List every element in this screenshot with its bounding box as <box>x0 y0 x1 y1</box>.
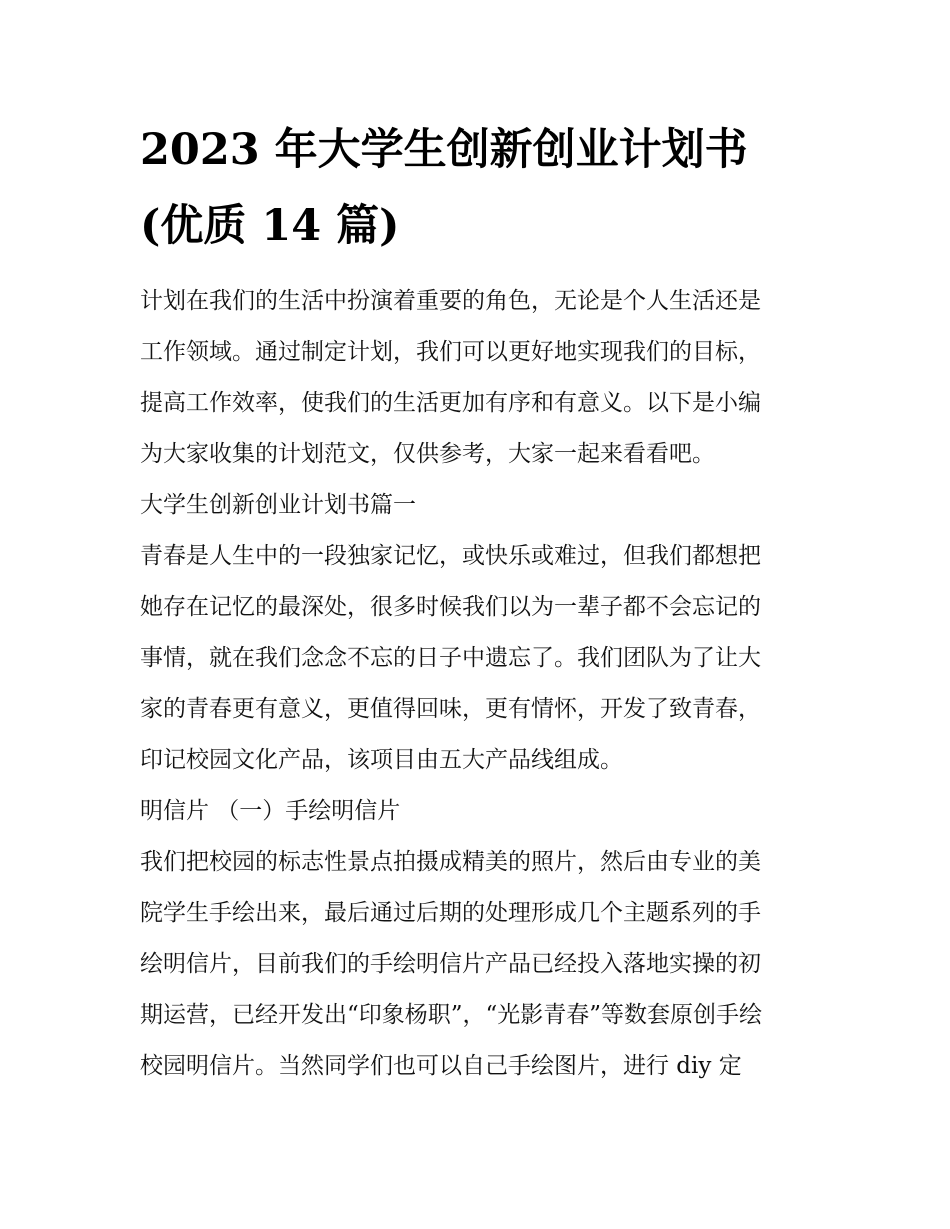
paragraph-line: 校园明信片。当然同学们也可以自己手绘图片，进行 diy 定 <box>140 1053 742 1079</box>
paragraph-line: 院学生手绘出来，最后通过后期的处理形成几个主题系列的手 <box>140 900 761 926</box>
paragraph-1 <box>140 531 830 786</box>
paragraph-line: 期运营，已经开发出“印象杨职”，“光影青春”等数套原创手绘 <box>140 1002 763 1028</box>
document-body <box>140 276 830 1092</box>
intro-paragraph <box>140 276 830 480</box>
paragraph-line: 事情，就在我们念念不忘的日子中遗忘了。我们团队为了让大 <box>140 645 761 671</box>
paragraph-2 <box>140 837 830 1092</box>
intro-line: 计划在我们的生活中扮演着重要的角色，无论是个人生活还是 <box>140 288 761 314</box>
intro-line: 为大家收集的计划范文，仅供参考，大家一起来看看吧。 <box>140 441 715 467</box>
paragraph-line: 青春是人生中的一段独家记忆，或快乐或难过，但我们都想把 <box>140 543 761 569</box>
intro-line: 提高工作效率，使我们的生活更加有序和有意义。以下是小编 <box>140 390 761 416</box>
paragraph-line: 她存在记忆的最深处，很多时候我们以为一辈子都不会忘记的 <box>140 594 761 620</box>
title-line-1: 2023 年大学生创新创业计划书 <box>140 125 748 175</box>
document-title <box>140 112 830 264</box>
paragraph-line: 家的青春更有意义，更值得回味，更有情怀，开发了致青春， <box>140 696 761 722</box>
paragraph-line: 我们把校园的标志性景点拍摄成精美的照片，然后由专业的美 <box>140 849 761 875</box>
section-heading: 大学生创新创业计划书篇一 <box>140 492 416 518</box>
title-line-2: (优质 14 篇) <box>140 201 400 251</box>
subheading: 明信片 （一）手绘明信片 <box>140 798 401 824</box>
intro-line: 工作领域。通过制定计划，我们可以更好地实现我们的目标， <box>140 339 761 365</box>
paragraph-line: 绘明信片，目前我们的手绘明信片产品已经投入落地实操的初 <box>140 951 761 977</box>
paragraph-line: 印记校园文化产品，该项目由五大产品线组成。 <box>140 747 623 773</box>
